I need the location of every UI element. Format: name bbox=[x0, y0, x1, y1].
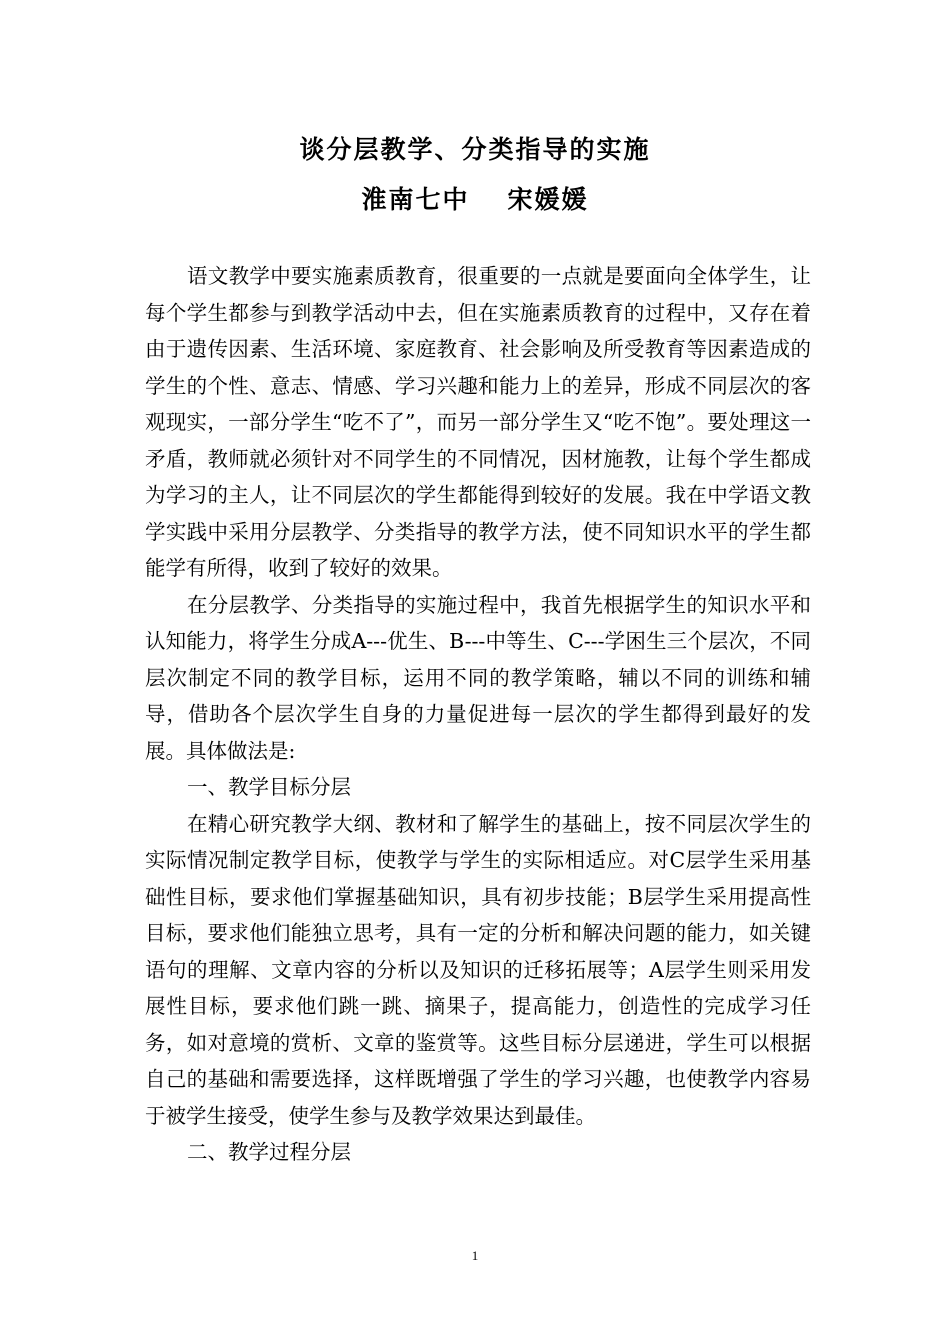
paragraph-goals: 在精心研究教学大纲、教材和了解学生的基础上，按不同层次学生的实际情况制定教学目标，使教学与学生的实际相适应。对C层学生采用基础性目标，要求他们掌握基础知识，具有初步技能；B层学生采用提高性目标，要求他们能独立思考，具有一定的分析和解决问题的能力，如关键语句的理解、文章内容的分析以及知识的迁移拓展等；A层学生则采用发展性目标，要求他们跳一跳、摘果子，提高能力，创造性的完成学习任务，如对意境的赏析、文章的鉴赏等。这些目标分层递进，学生可以根据自己的基础和需要选择，这样既增强了学生的学习兴趣，也使教学内容易于被学生接受，使学生参与及教学效果达到最佳。 bbox=[145, 811, 811, 1128]
author-school: 淮南七中 bbox=[361, 185, 470, 214]
body-text bbox=[145, 258, 811, 1171]
author-name: 宋媛媛 bbox=[507, 185, 589, 214]
document-title: 谈分层教学、分类指导的实施 bbox=[299, 135, 651, 164]
page-number: 1 bbox=[471, 1248, 479, 1263]
paragraph-method: 在分层教学、分类指导的实施过程中，我首先根据学生的知识水平和认知能力，将学生分成A---优生、B---中等生、C---学困生三个层次，不同层次制定不同的教学目标，运用不同的教学策略，辅以不同的训练和辅导，借助各个层次学生自身的力量促进每一层次的学生都得到最好的发展。具体做法是: bbox=[145, 592, 811, 763]
section-heading-process: 二、教学过程分层 bbox=[187, 1140, 351, 1164]
author-line bbox=[0, 182, 950, 218]
section-heading-goals: 一、教学目标分层 bbox=[187, 775, 351, 799]
paragraph-intro: 语文教学中要实施素质教育，很重要的一点就是要面向全体学生，让每个学生都参与到教学活动中去，但在实施素质教育的过程中，又存在着由于遗传因素、生活环境、家庭教育、社会影响及所受教育等因素造成的学生的个性、意志、情感、学习兴趣和能力上的差异，形成不同层次的客观现实，一部分学生“吃不了”，而另一部分学生又“吃不饱”。要处理这一矛盾，教师就必须针对不同学生的不同情况，因材施教，让每个学生都成为学习的主人，让不同层次的学生都能得到较好的发展。我在中学语文教学实践中采用分层教学、分类指导的教学方法，使不同知识水平的学生都能学有所得，收到了较好的效果。 bbox=[145, 264, 811, 580]
